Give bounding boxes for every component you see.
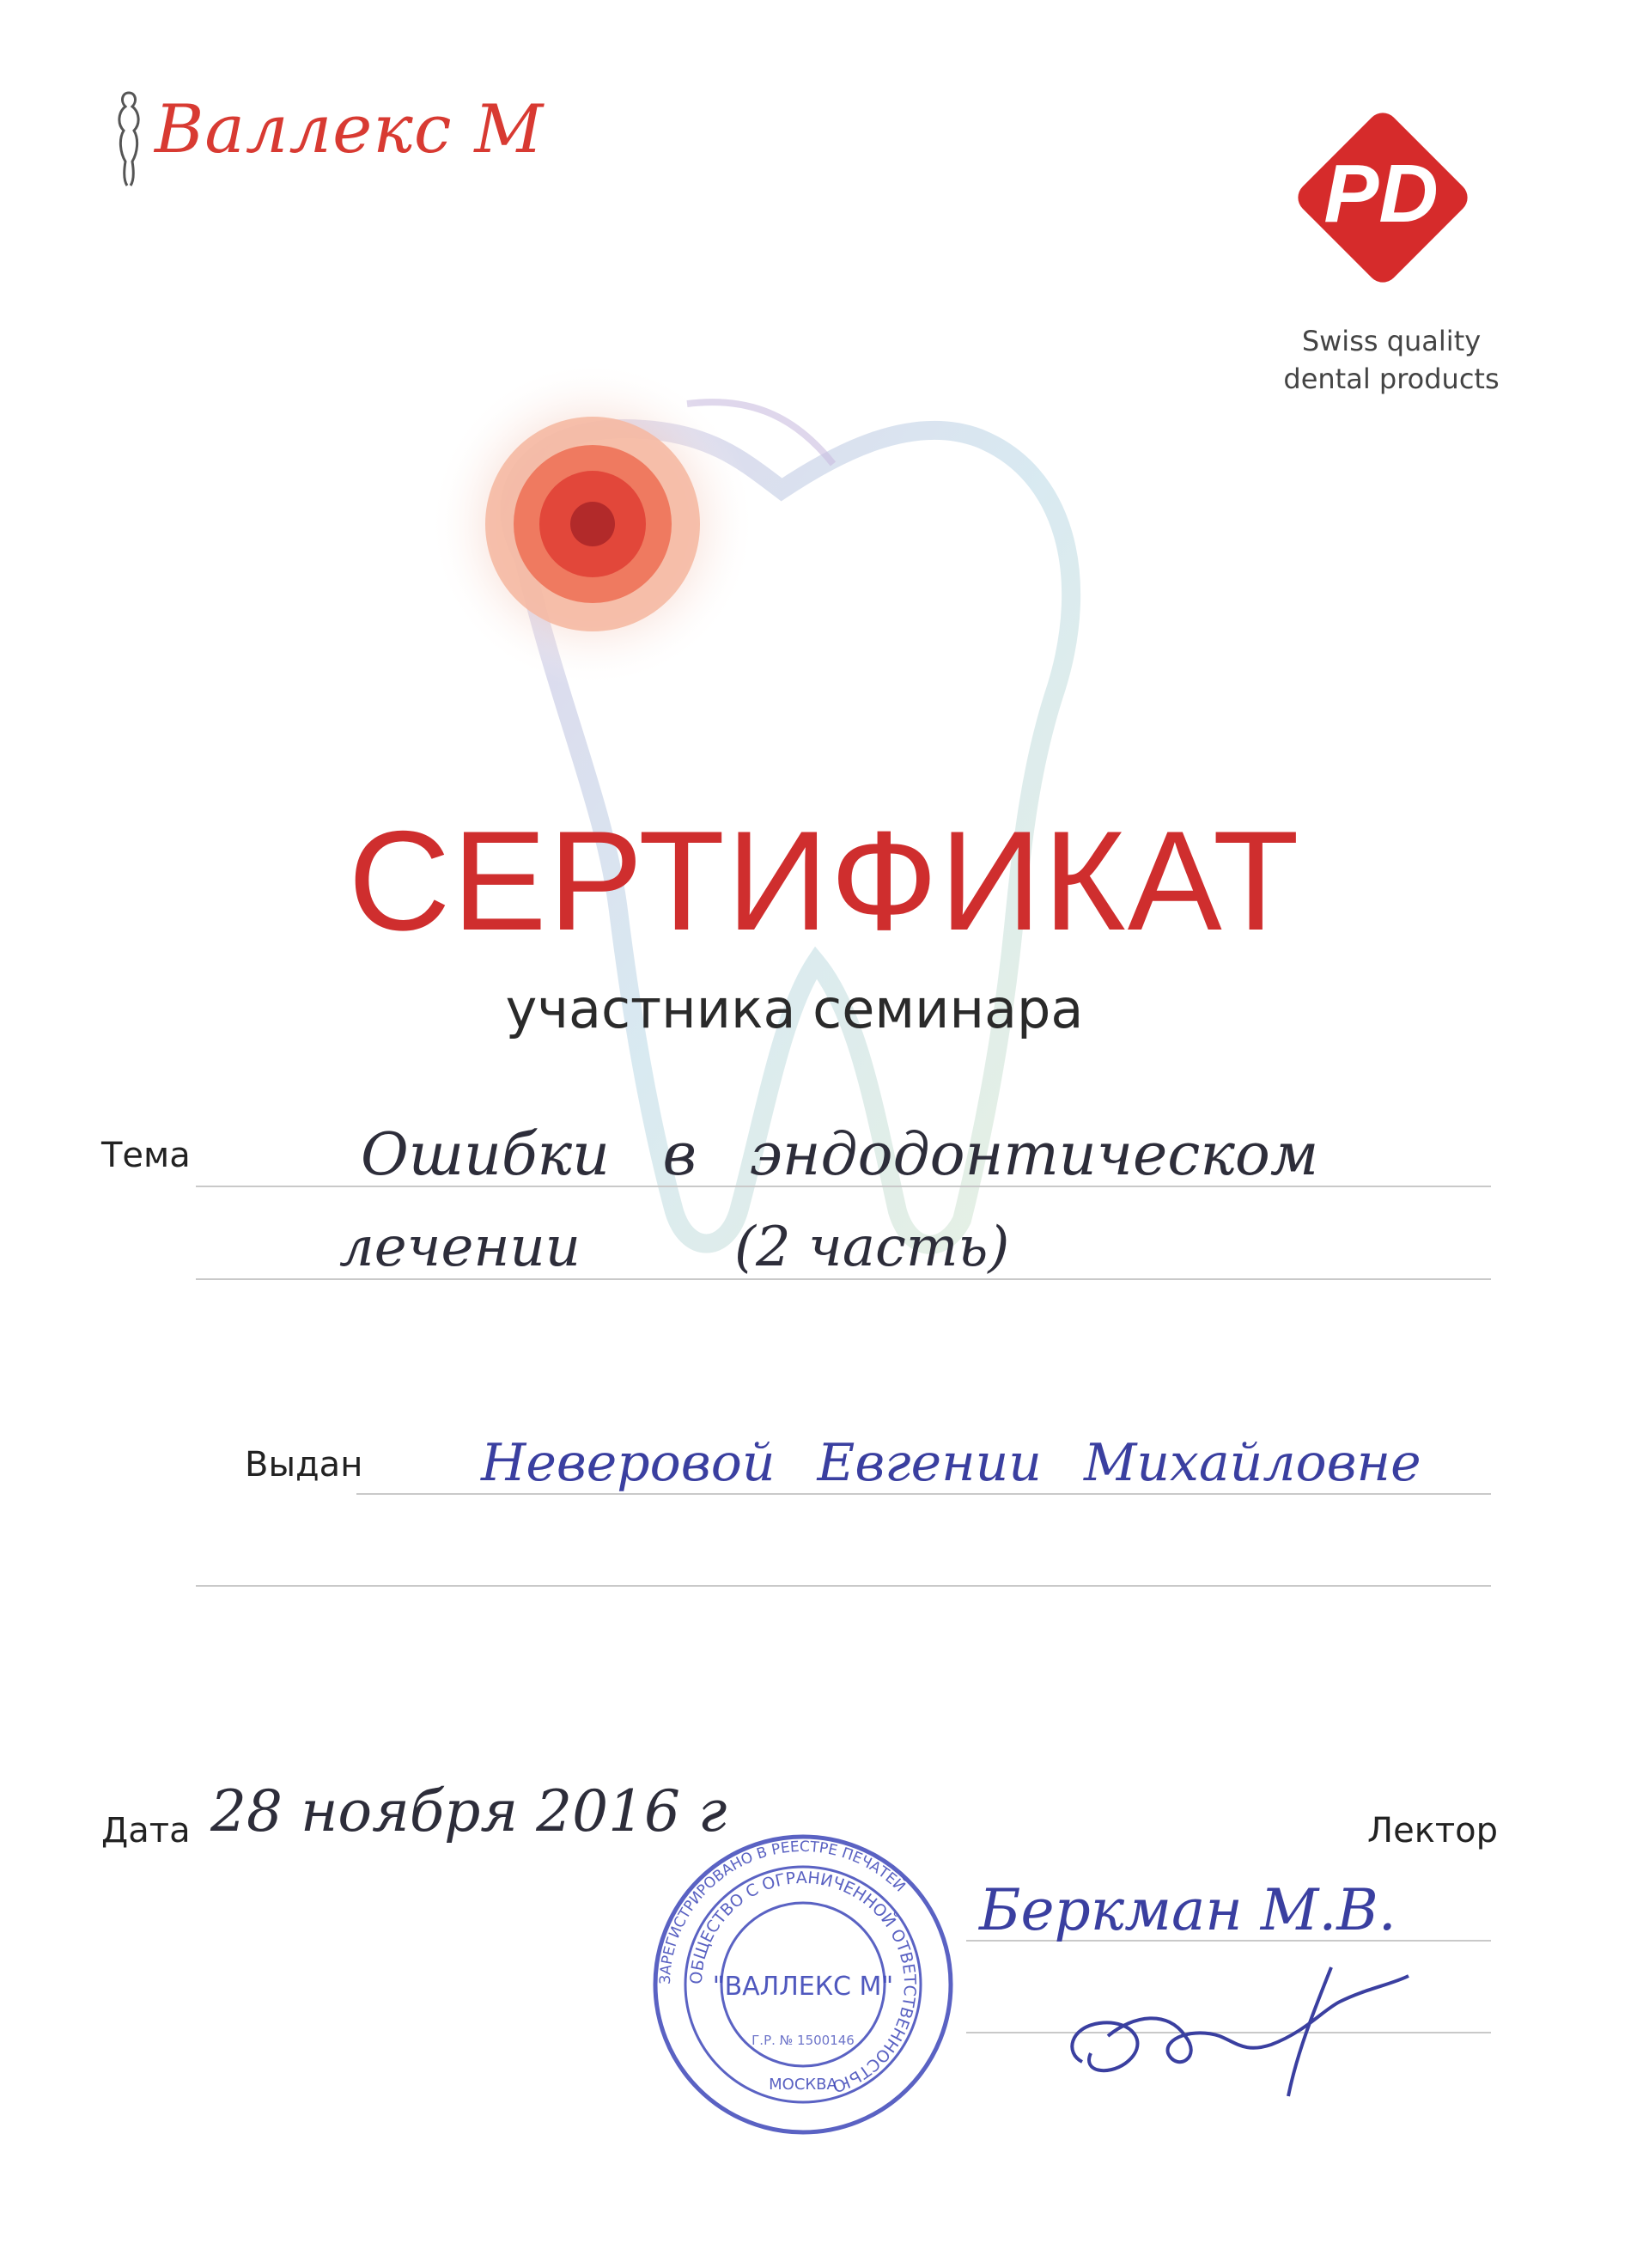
- topic-value-line1: Ошибки в эндодонтическом: [361, 1121, 1319, 1189]
- lecturer-label: Лектор: [1367, 1811, 1499, 1850]
- stamp-outer-ring-text: ЗАРЕГИСТРИРОВАНО В РЕЕСТРЕ ПЕЧАТЕЙ: [656, 1838, 909, 1985]
- pd-caption-line2: dental products: [1283, 363, 1500, 395]
- topic-value-line2a: лечении: [339, 1216, 581, 1279]
- pd-caption: [1263, 322, 1520, 398]
- pd-mark: PD: [1323, 148, 1439, 240]
- female-figure-icon: [103, 86, 155, 189]
- certificate-title: СЕРТИФИКАТ: [348, 802, 1301, 960]
- pd-diamond-icon: [1280, 94, 1486, 301]
- vallex-logo-text: Валлекс М: [155, 91, 545, 168]
- pd-caption-line1: Swiss quality: [1301, 325, 1482, 357]
- pd-logo: [1263, 94, 1520, 421]
- date-value: 28 ноября 2016 г: [210, 1778, 727, 1844]
- vallex-logo: [103, 86, 584, 189]
- date-label: Дата: [101, 1811, 191, 1850]
- stamp-reg-number: Г.Р. № 1500146: [751, 2033, 855, 2048]
- issued-rule-2: [196, 1585, 1491, 1587]
- certificate-subtitle: участника семинара: [505, 978, 1084, 1040]
- topic-label: Тема: [101, 1136, 191, 1175]
- issued-label: Выдан: [245, 1445, 363, 1485]
- topic-value-line2b: (2 часть): [734, 1216, 1010, 1279]
- stamp-inner-ring-text: ОБЩЕСТВО С ОГРАНИЧЕННОЙ ОТВЕТСТВЕННОСТЬЮ: [686, 1868, 920, 2096]
- issued-value: Неверовой Евгении Михайловне: [481, 1433, 1421, 1493]
- issued-rule-1: [356, 1493, 1491, 1495]
- pain-target-core: [570, 502, 615, 546]
- lecturer-value: Беркман М.В.: [979, 1877, 1396, 1943]
- stamp-center-text: "ВАЛЛЕКС М": [712, 1972, 894, 2002]
- company-stamp: [648, 1830, 958, 2139]
- stamp-city: МОСКВА: [769, 2076, 837, 2094]
- lecturer-signature: [962, 1838, 1563, 2113]
